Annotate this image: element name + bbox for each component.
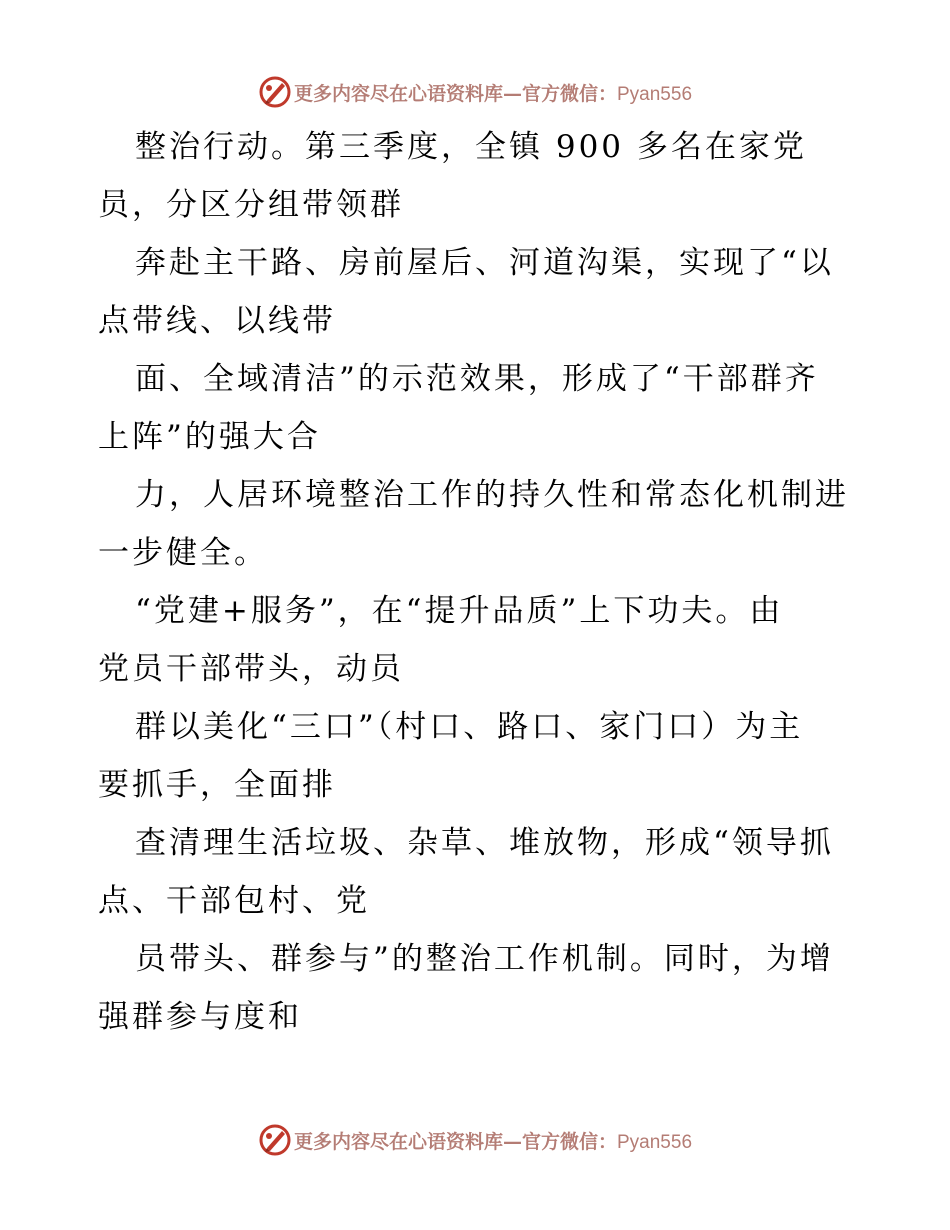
text-line: 一步健全。 bbox=[98, 535, 268, 571]
text-line: 员带头、群参与”的整治工作机制。同时，为增 bbox=[135, 941, 834, 977]
text-line: 党员干部带头，动员 bbox=[98, 651, 404, 687]
header-banner-text: 更多内容尽在心语资料库—官方微信：Pyan556 bbox=[293, 82, 693, 105]
footer-wechat-id: Pyan556 bbox=[617, 1131, 693, 1153]
text-line: 查清理生活垃圾、杂草、堆放物，形成“领导抓 bbox=[135, 825, 834, 861]
text-line: 点带线、以线带 bbox=[98, 303, 336, 339]
text-line: 员，分区分组带领群 bbox=[98, 187, 404, 223]
text-line: 点、干部包村、党 bbox=[98, 883, 370, 919]
pen-logo-icon bbox=[258, 1123, 292, 1157]
text-line: “党建+服务”，在“提升品质”上下功夫。由 bbox=[135, 593, 784, 629]
text-line: 面、全域清洁”的示范效果，形成了“干部群齐 bbox=[135, 361, 819, 397]
text-line: 奔赴主干路、房前屋后、河道沟渠，实现了“以 bbox=[135, 245, 834, 281]
header-banner bbox=[0, 72, 950, 112]
header-wechat-id: Pyan556 bbox=[617, 83, 693, 105]
pen-logo-icon bbox=[258, 75, 292, 109]
footer-banner bbox=[0, 1120, 950, 1160]
text-line: 整治行动。第三季度，全镇 900 多名在家党 bbox=[135, 129, 807, 165]
document-body bbox=[98, 118, 858, 1046]
text-line: 上阵”的强大合 bbox=[98, 419, 321, 455]
footer-banner-text: 更多内容尽在心语资料库—官方微信：Pyan556 bbox=[293, 1130, 693, 1153]
text-line: 要抓手，全面排 bbox=[98, 767, 336, 803]
text-line: 力，人居环境整治工作的持久性和常态化机制进 bbox=[135, 477, 849, 513]
text-line: 群以美化“三口”（村口、路口、家门口）为主 bbox=[135, 709, 804, 745]
text-line: 强群参与度和 bbox=[98, 999, 302, 1035]
